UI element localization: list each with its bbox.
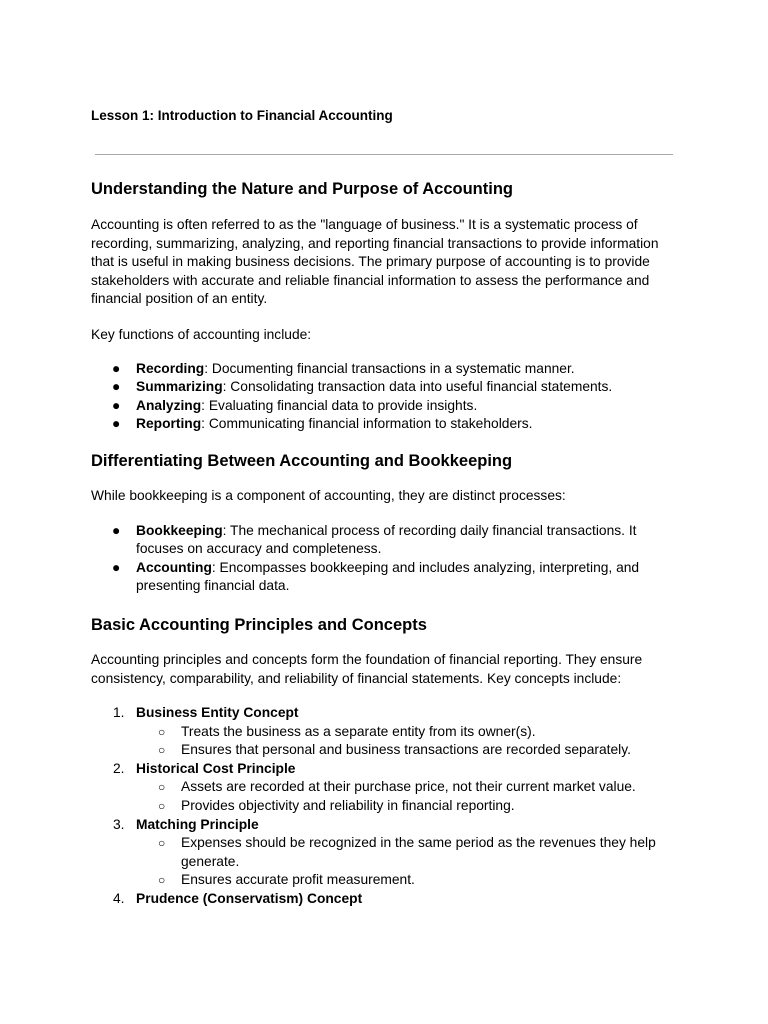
- distinction-desc: : Encompasses bookkeeping and includes analyzing, interpreting, and presenting financial data.: [136, 559, 640, 594]
- function-desc: : Communicating financial information to stakeholders.: [201, 416, 533, 432]
- bullet-icon: ●: [112, 360, 121, 376]
- function-term: Summarizing: [136, 379, 223, 395]
- list-item: [91, 522, 671, 559]
- principles-list: [91, 704, 671, 909]
- distinction-desc: : The mechanical process of recording daily financial transactions. It focuses on accuracy and completeness.: [136, 522, 637, 557]
- lesson-title: Lesson 1: Introduction to Financial Accounting: [91, 108, 393, 123]
- section-paragraph-nature-purpose: Accounting is often referred to as the "language of business." It is a systematic process of recording, summarizing, analyzing, and reporting financial transactions to provide information that is useful in making business decisions. The primary purpose of accounting is to provide stakeholders with accurate and reliable financial information to assess the performance and financial position of an entity.: [91, 217, 659, 307]
- section-heading-principles: Basic Accounting Principles and Concepts: [91, 615, 427, 634]
- section-heading-nature-purpose: Understanding the Nature and Purpose of Accounting: [91, 180, 513, 198]
- point-text: Expenses should be recognized in the same period as the revenues they help generate.: [181, 835, 656, 869]
- principle-item: [91, 890, 671, 909]
- point-text: Provides objectivity and reliability in financial reporting.: [181, 798, 515, 814]
- section-paragraph-accounting-vs-bookkeeping: While bookkeeping is a component of accounting, they are distinct processes:: [91, 487, 566, 503]
- function-term: Reporting: [136, 416, 202, 432]
- list-item: [136, 834, 671, 871]
- circle-bullet-icon: ○: [158, 873, 166, 888]
- circle-bullet-icon: ○: [158, 799, 166, 814]
- principle-name: Business Entity Concept: [136, 705, 299, 721]
- function-desc: : Consolidating transaction data into useful financial statements.: [222, 379, 613, 395]
- distinction-term: Bookkeeping: [136, 522, 223, 538]
- list-item: [91, 360, 671, 379]
- list-item: [136, 723, 671, 742]
- bullet-icon: ●: [112, 416, 121, 432]
- bullet-icon: ●: [112, 379, 121, 395]
- principle-number: 3.: [113, 816, 125, 832]
- principle-name: Matching Principle: [136, 816, 259, 832]
- list-item: [91, 415, 671, 434]
- list-item: [136, 741, 671, 760]
- principle-item: [91, 816, 671, 890]
- circle-bullet-icon: ○: [158, 743, 166, 758]
- function-term: Analyzing: [136, 397, 202, 413]
- principle-points: [136, 778, 671, 815]
- point-text: Ensures accurate profit measurement.: [181, 872, 415, 888]
- circle-bullet-icon: ○: [158, 724, 166, 739]
- list-item: [136, 778, 671, 797]
- function-desc: : Documenting financial transactions in a systematic manner.: [204, 360, 575, 376]
- distinction-term: Accounting: [136, 559, 212, 575]
- point-text: Ensures that personal and business transactions are recorded separately.: [181, 742, 631, 758]
- distinction-list: [91, 522, 671, 596]
- bullet-icon: ●: [112, 522, 121, 538]
- functions-list: [91, 360, 671, 434]
- principle-number: 4.: [113, 891, 125, 907]
- bullet-icon: ●: [112, 559, 121, 575]
- principle-points: [136, 834, 671, 890]
- point-text: Assets are recorded at their purchase price, not their current market value.: [181, 779, 636, 795]
- functions-intro: Key functions of accounting include:: [91, 326, 312, 342]
- point-text: Treats the business as a separate entity from its owner(s).: [181, 723, 536, 739]
- function-term: Recording: [136, 360, 205, 376]
- principle-number: 1.: [113, 705, 125, 721]
- list-item: [91, 397, 671, 416]
- principle-number: 2.: [113, 760, 125, 776]
- principle-points: [136, 723, 671, 760]
- horizontal-divider: [95, 154, 673, 155]
- list-item: [91, 378, 671, 397]
- document-body: [91, 178, 671, 909]
- principle-name: Prudence (Conservatism) Concept: [136, 891, 363, 907]
- function-desc: : Evaluating financial data to provide insights.: [201, 397, 478, 413]
- principle-item: [91, 760, 671, 816]
- section-heading-accounting-vs-bookkeeping: Differentiating Between Accounting and Bookkeeping: [91, 451, 513, 470]
- list-item: [91, 559, 671, 596]
- circle-bullet-icon: ○: [158, 780, 166, 795]
- section-paragraph-principles: Accounting principles and concepts form the foundation of financial reporting. They ensure consistency, comparability, and reliability of financial statements. Key concepts include:: [91, 651, 643, 686]
- bullet-icon: ●: [112, 397, 121, 413]
- principle-name: Historical Cost Principle: [136, 760, 296, 776]
- circle-bullet-icon: ○: [158, 836, 166, 851]
- principle-item: [91, 704, 671, 760]
- list-item: [136, 797, 671, 816]
- list-item: [136, 871, 671, 890]
